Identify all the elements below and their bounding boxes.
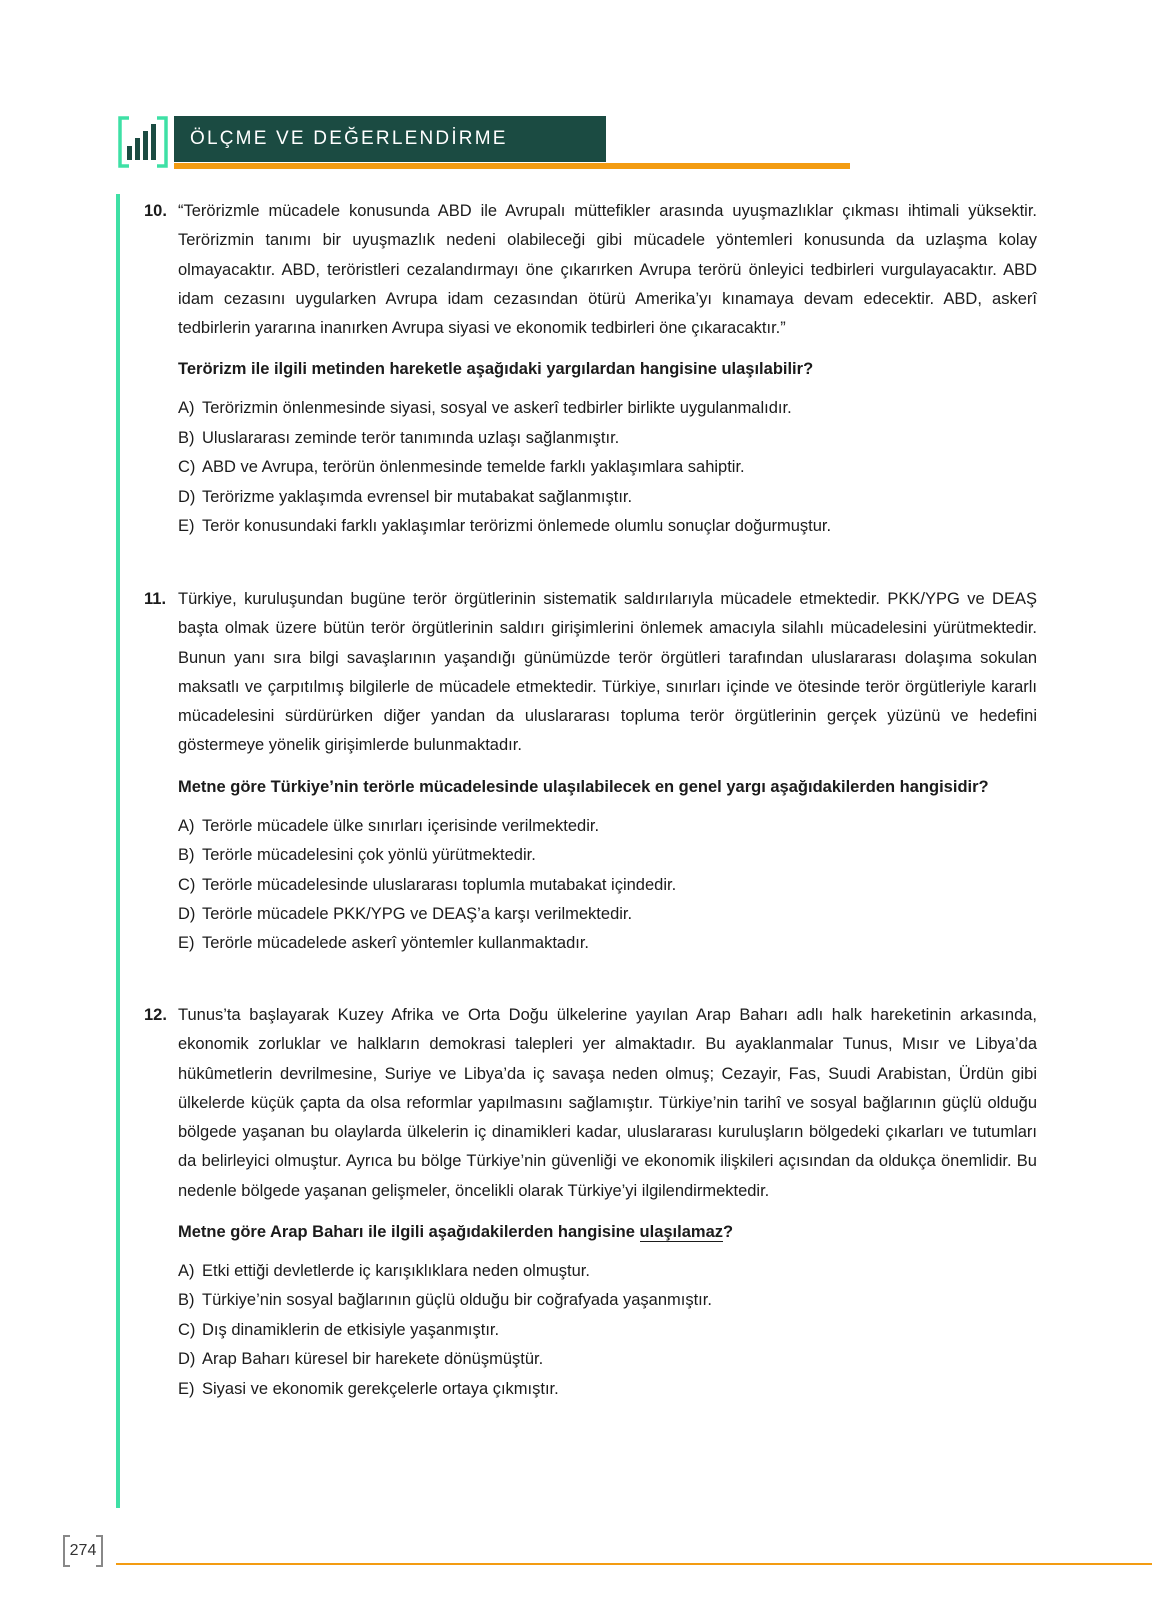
question-number: 10. — [144, 202, 167, 220]
bar-chart-icon — [118, 116, 168, 168]
section-title: ÖLÇME VE DEĞERLENDİRME — [190, 128, 508, 149]
option-letter: B) — [178, 846, 195, 865]
option-letter: D) — [178, 487, 196, 506]
answer-option-d[interactable] — [178, 483, 1037, 512]
option-text: Etki ettiği devletlerde iç karışıklıklara neden olmuştur. — [202, 1262, 590, 1281]
option-letter: D) — [178, 905, 196, 923]
answer-option-a[interactable] — [178, 394, 1037, 423]
option-text: Terörle mücadele ülke sınırları içerisinde verilmektedir. — [202, 816, 600, 835]
question-stem — [178, 1218, 1037, 1247]
option-text: Terörizmin önlenmesinde siyasi, sosyal ve askerî tedbirler birlikte uygulanmalıdır. — [202, 399, 792, 418]
option-text: Arap Baharı küresel bir harekete dönüşmüştür. — [202, 1350, 544, 1369]
question-number: 12. — [144, 1006, 167, 1024]
answer-option-c[interactable] — [178, 871, 1037, 900]
question-11 — [144, 585, 1037, 959]
question-12 — [144, 1001, 1037, 1404]
option-text: Terörle mücadelesini çok yönlü yürütmektedir. — [202, 846, 536, 865]
option-letter: D) — [178, 1350, 196, 1369]
answer-option-a[interactable] — [178, 1257, 1037, 1286]
option-letter: E) — [178, 934, 195, 953]
question-10 — [144, 197, 1037, 542]
option-letter: A) — [178, 1262, 195, 1281]
answer-option-c[interactable] — [178, 1316, 1037, 1345]
option-letter: E) — [178, 517, 195, 536]
stem-text: Metne göre Arap Baharı ile ilgili aşağıdakilerden hangisine — [178, 1223, 635, 1242]
question-passage: “Terörizmle mücadele konusunda ABD ile Avrupalı müttefikler arasında uyuşmazlıklar çıkması ihtimali yüksektir. Terörizmin tanımı bir uyuşmazlık nedeni olabileceği gibi mücadele yöntemleri konusunda da uzlaşma kolay olmayacaktır. ABD, teröristleri cezalandırmayı öne çıkarırken Avrupa terörü önleyici tedbirleri vurgulayacaktır. ABD idam cezasını uygularken Avrupa idam cezasından ötürü Amerika’yı kınamaya devam edecektir. ABD, askerî tedbirlerin yararına inanırken Avrupa siyasi ve ekonomik tedbirleri öne çıkaracaktır.” — [178, 202, 1037, 338]
answer-option-b[interactable] — [178, 841, 1037, 870]
header-underline — [174, 163, 850, 169]
option-text: Terörle mücadele PKK/YPG ve DEAŞ’a karşı verilmektedir. — [202, 905, 633, 923]
answer-option-c[interactable] — [178, 453, 1037, 482]
answer-option-e[interactable] — [178, 512, 1037, 541]
option-letter: A) — [178, 816, 195, 835]
stem-end: ? — [723, 1223, 734, 1242]
answer-option-e[interactable] — [178, 1375, 1037, 1404]
answer-option-b[interactable] — [178, 1286, 1037, 1315]
option-text: Terör konusundaki farklı yaklaşımlar terörizmi önlemede olumlu sonuçlar doğurmuştur. — [202, 517, 832, 536]
answer-option-e[interactable] — [178, 929, 1037, 958]
answer-option-d[interactable] — [178, 900, 1037, 929]
page-number: 274 — [69, 1542, 97, 1559]
question-number: 11. — [144, 590, 167, 608]
option-letter: C) — [178, 458, 196, 477]
answer-option-a[interactable] — [178, 812, 1037, 841]
footer-rule — [116, 1563, 1152, 1565]
question-stem: Metne göre Türkiye’nin terörle mücadelesinde ulaşılabilecek en genel yargı aşağıdakilerden hangisidir? — [178, 777, 989, 796]
option-letter: C) — [178, 875, 196, 894]
option-text: Uluslararası zeminde terör tanımında uzlaşı sağlanmıştır. — [202, 428, 620, 447]
option-letter: E) — [178, 1379, 195, 1398]
answer-options — [178, 394, 1037, 541]
option-letter: A) — [178, 399, 195, 418]
option-text: Terörizme yaklaşımda evrensel bir mutabakat sağlanmıştır. — [202, 487, 633, 506]
question-stem: Terörizm ile ilgili metinden hareketle aşağıdaki yargılardan hangisine ulaşılabilir? — [178, 360, 814, 379]
option-text: Siyasi ve ekonomik gerekçelerle ortaya çıkmıştır. — [202, 1379, 559, 1398]
option-letter: B) — [178, 1291, 195, 1310]
answer-options — [178, 1257, 1037, 1404]
option-text: ABD ve Avrupa, terörün önlenmesinde temelde farklı yaklaşımlara sahiptir. — [202, 458, 745, 477]
option-text: Türkiye’nin sosyal bağlarının güçlü olduğu bir coğrafyada yaşanmıştır. — [202, 1291, 712, 1310]
stem-emphasis: ulaşılamaz — [639, 1223, 723, 1242]
answer-options — [178, 812, 1037, 959]
question-passage: Tunus’ta başlayarak Kuzey Afrika ve Orta Doğu ülkelerine yayılan Arap Baharı adlı halk hareketinin arkasında, ekonomik zorluklar ve halkların demokrasi talepleri yer almaktadır. Bu ayaklanmalar Tunus, Mısır ve Libya’da hükûmetlerin devrilmesine, Suriye ve Libya’da iç savaşa neden olmuş; Cezayir, Fas, Suudi Arabistan, Ürdün gibi ülkelerde küçük çapta da olsa reformlar yapılmasını sağlamıştır. Türkiye’nin tarihî ve sosyal bağlarının güçlü olduğu bölgede yaşanan bu olaylarda ülkelerin iç dinamikleri kadar, uluslararası kuruluşların bölgedeki çıkarları ve tutumları da belirleyici olmuştur. Ayrıca bu bölge Türkiye’nin güvenliği ve ekonomik ilişkileri açısından da oldukça önemlidir. Bu nedenle bölgede yaşanan gelişmeler, öncelikli olarak Türkiye’yi ilgilendirmektedir. — [178, 1006, 1037, 1200]
option-text: Terörle mücadelesinde uluslararası toplumla mutabakat içindedir. — [202, 875, 677, 894]
left-margin-rule — [116, 194, 120, 1508]
question-passage: Türkiye, kuruluşundan bugüne terör örgütlerinin sistematik saldırılarıyla mücadele etmektedir. PKK/YPG ve DEAŞ başta olmak üzere bütün terör örgütlerinin saldırı girişimlerini önlemek amacıyla silahlı mücadelesini yürütmektedir. Bunun yanı sıra bilgi savaşlarının yaşandığı günümüzde terör örgütleri tarafından uluslararası dolaşıma sokulan maksatlı ve çarpıtılmış bilgilerle de mücadele etmektedir. Türkiye, sınırları içinde ve ötesinde terör örgütleriyle kararlı mücadelesini sürdürürken diğer yandan da uluslararası topluma terör örgütlerinin gerçek yüzünü ve hedefini göstermeye yönelik girişimlerde bulunmaktadır. — [178, 590, 1037, 755]
option-text: Terörle mücadelede askerî yöntemler kullanmaktadır. — [202, 934, 590, 953]
answer-option-b[interactable] — [178, 424, 1037, 453]
answer-option-d[interactable] — [178, 1345, 1037, 1374]
option-text: Dış dinamiklerin de etkisiyle yaşanmıştır. — [202, 1320, 500, 1339]
option-letter: C) — [178, 1320, 196, 1339]
option-letter: B) — [178, 428, 195, 447]
